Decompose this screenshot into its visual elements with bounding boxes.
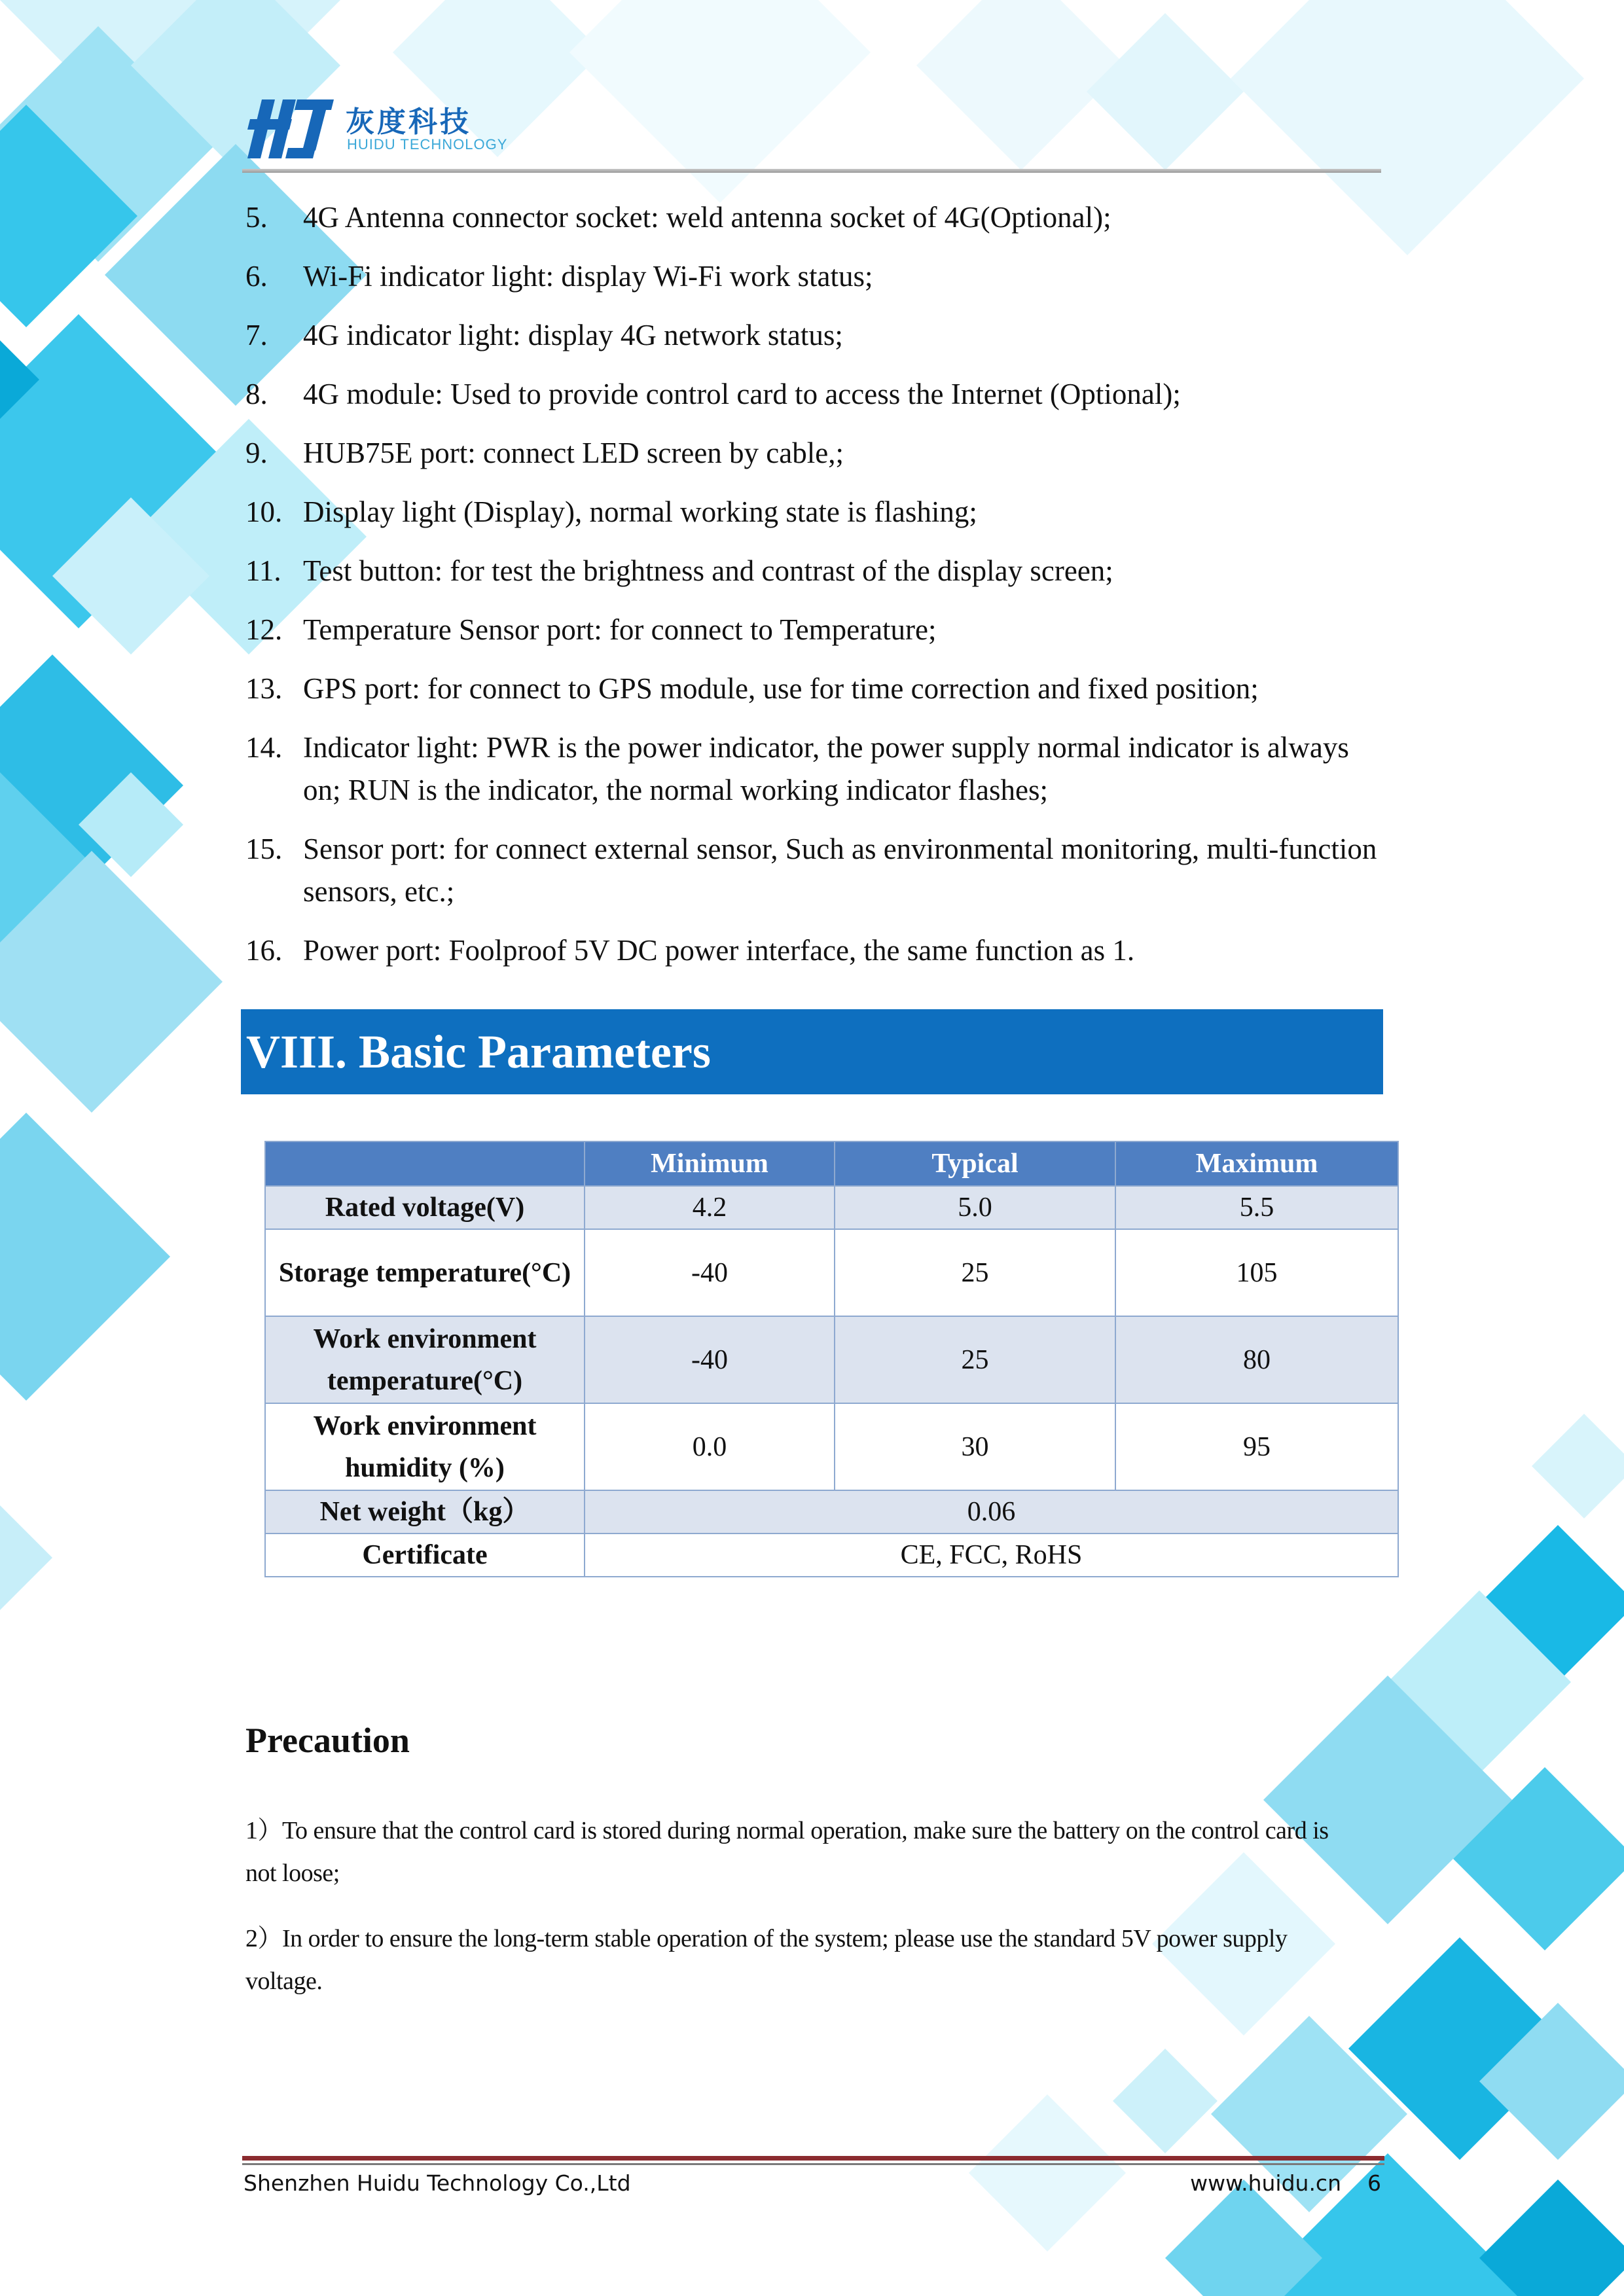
list-item [245,929,1384,972]
list-number: 15. [245,833,283,865]
table-cell: 105 [1115,1229,1398,1316]
list-item [245,373,1384,416]
list-number: 16. [245,934,283,967]
row-label: Work environment temperature(°C) [265,1316,585,1403]
list-item [245,726,1384,812]
row-label: Net weight（kg） [265,1490,585,1534]
table-cell: 0.06 [585,1490,1398,1534]
footer-divider [242,2156,1384,2161]
list-number: 7. [245,319,268,351]
logo-english-name: HUIDU TECHNOLOGY [347,136,508,152]
table-cell: 80 [1115,1316,1398,1403]
table-cell: -40 [585,1229,835,1316]
list-text: Temperature Sensor port: for connect to Temperature; [303,613,937,646]
precaution-heading: Precaution [245,1721,410,1760]
header-divider [242,169,1381,173]
table-header-cell: Minimum [585,1141,835,1186]
parameters-table [264,1141,1399,1577]
list-item [245,668,1384,710]
list-text: 4G Antenna connector socket: weld antenna socket of 4G(Optional); [303,201,1111,234]
list-text: GPS port: for connect to GPS module, use for time correction and fixed position; [303,672,1259,705]
table-cell: 5.0 [835,1186,1115,1229]
row-label: Certificate [265,1534,585,1577]
table-header-cell: Typical [835,1141,1115,1186]
list-item [245,255,1384,298]
list-text: HUB75E port: connect LED screen by cable,; [303,437,844,469]
list-text: 4G indicator light: display 4G network status; [303,319,843,351]
list-number: 6. [245,260,268,293]
footer-website: www.huidu.cn [1190,2170,1341,2196]
list-number: 10. [245,495,283,528]
list-number: 13. [245,672,283,705]
page-number: 6 [1367,2170,1381,2196]
list-item [245,314,1384,357]
page-header [242,92,1381,173]
table-cell: 95 [1115,1403,1398,1490]
list-number: 8. [245,378,268,410]
list-number: 14. [245,731,283,764]
list-text: Power port: Foolproof 5V DC power interface, the same function as 1. [303,934,1135,967]
table-row [265,1534,1398,1577]
list-number: 9. [245,437,268,469]
huidu-logo-icon [242,99,334,158]
list-item [245,828,1384,913]
list-item [245,196,1384,239]
row-label: Rated voltage(V) [265,1186,585,1229]
list-text: Indicator light: PWR is the power indicator, the power supply normal indicator is always on; RUN is the indicator, the normal working indicator flashes; [303,731,1349,806]
table-cell: 0.0 [585,1403,835,1490]
footer-divider-thin [242,2163,1384,2165]
list-text: Display light (Display), normal working state is flashing; [303,495,977,528]
table-cell: 5.5 [1115,1186,1398,1229]
table-cell: CE, FCC, RoHS [585,1534,1398,1577]
precaution-note: 1）To ensure that the control card is stored during normal operation, make sure the battery on the control card is not loose; [245,1817,1329,1887]
list-number: 12. [245,613,283,646]
table-cell: 25 [835,1316,1115,1403]
table-row [265,1229,1398,1316]
table-row [265,1316,1398,1403]
footer-company: Shenzhen Huidu Technology Co.,Ltd [244,2170,631,2196]
list-item [245,609,1384,651]
list-number: 11. [245,554,281,587]
list-number: 5. [245,201,268,234]
table-row [265,1186,1398,1229]
row-label: Work environment humidity (%) [265,1403,585,1490]
table-cell: 30 [835,1403,1115,1490]
list-text: Wi-Fi indicator light: display Wi-Fi work status; [303,260,873,293]
section-heading-banner [241,1009,1383,1094]
footer-right [1185,2170,1381,2196]
list-text: 4G module: Used to provide control card to access the Internet (Optional); [303,378,1181,410]
list-item [245,491,1384,533]
table-row [265,1490,1398,1534]
table-cell: 4.2 [585,1186,835,1229]
section-title: VIII. Basic Parameters [246,1026,711,1078]
list-item [245,550,1384,592]
table-row [265,1403,1398,1490]
list-item [245,432,1384,475]
feature-list [245,196,1384,988]
table-header-row [265,1141,1398,1186]
table-cell: 25 [835,1229,1115,1316]
precaution-note: 2）In order to ensure the long-term stable operation of the system; please use the standard 5V power supply voltage. [245,1925,1288,1995]
table-cell: -40 [585,1316,835,1403]
row-label: Storage temperature(°C) [265,1229,585,1316]
list-text: Test button: for test the brightness and contrast of the display screen; [303,554,1113,587]
logo-chinese-name: 灰度科技 [346,105,471,139]
table-header-cell [265,1141,585,1186]
list-text: Sensor port: for connect external sensor, Such as environmental monitoring, multi-function sensors, etc.; [303,833,1377,908]
table-header-cell: Maximum [1115,1141,1398,1186]
